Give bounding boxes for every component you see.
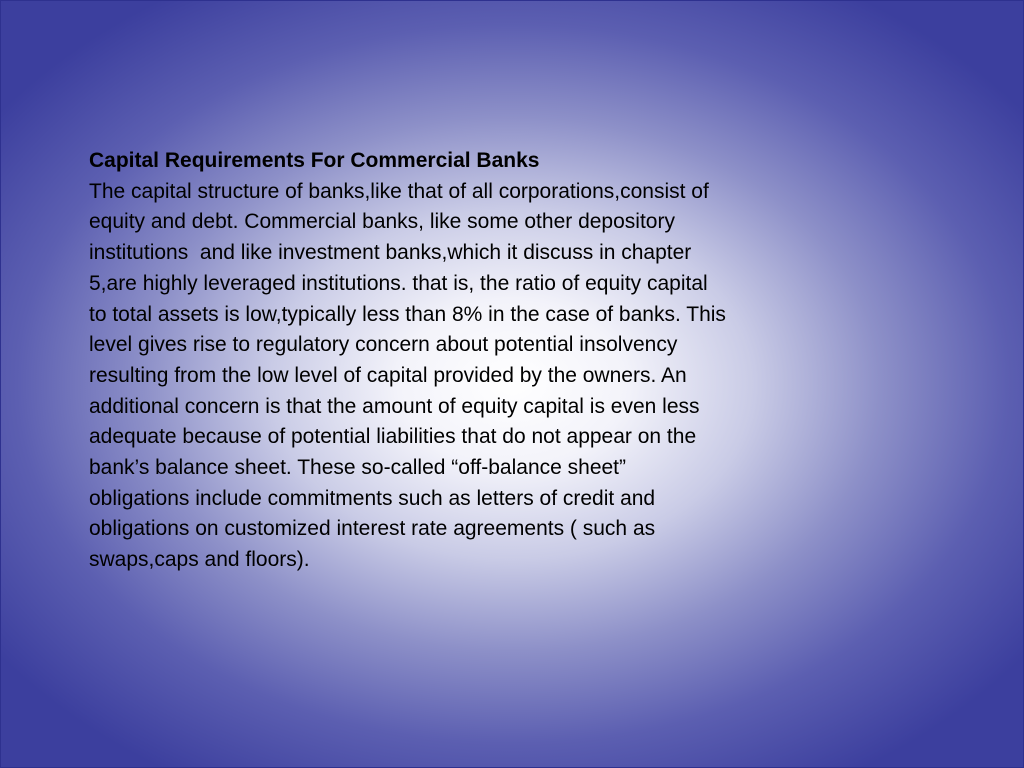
body-line-11: obligations include commitments such as letters of credit and — [89, 486, 656, 510]
body-line-3: institutions and like investment banks,which it discuss in chapter — [89, 241, 692, 265]
body-line-1: The capital structure of banks,like that of all corporations,consist of — [89, 179, 709, 203]
body-line-7: resulting from the low level of capital provided by the owners. An — [89, 363, 687, 387]
body-line-2: equity and debt. Commercial banks, like some other depository — [89, 210, 675, 234]
slide-text-block — [89, 146, 879, 576]
body-line-8: additional concern is that the amount of equity capital is even less — [89, 394, 700, 418]
body-line-9: adequate because of potential liabilities that do not appear on the — [89, 425, 697, 449]
body-line-6: level gives rise to regulatory concern about potential insolvency — [89, 333, 678, 357]
body-line-5: to total assets is low,typically less than 8% in the case of banks. This — [89, 302, 726, 326]
slide-title: Capital Requirements For Commercial Banks — [89, 149, 540, 172]
body-line-4: 5,are highly leveraged institutions. that is, the ratio of equity capital — [89, 271, 708, 295]
body-line-10: bank’s balance sheet. These so-called “off-balance sheet” — [89, 456, 627, 480]
body-line-13: swaps,caps and floors). — [89, 548, 310, 572]
body-line-12: obligations on customized interest rate agreements ( such as — [89, 517, 656, 541]
